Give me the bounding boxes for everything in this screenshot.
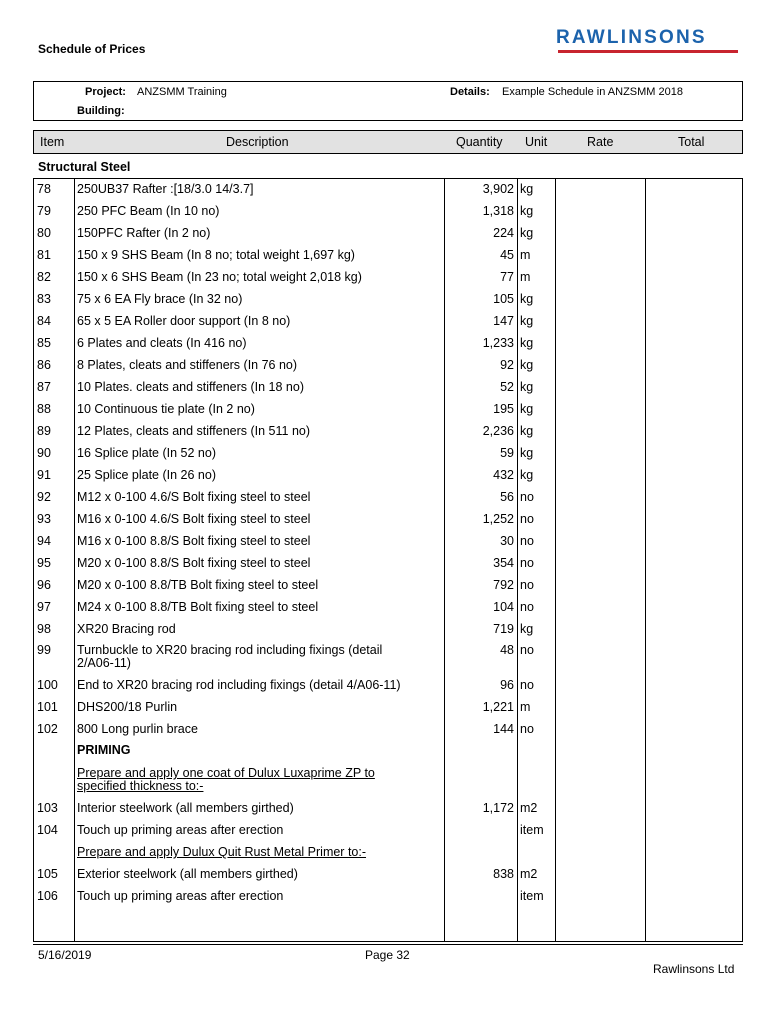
divider-quantity-unit xyxy=(517,179,518,941)
cell-quantity: 224 xyxy=(493,226,514,240)
cell-item: 99 xyxy=(37,643,51,657)
cell-description: 25 Splice plate (In 26 no) xyxy=(77,468,216,482)
cell-unit: m xyxy=(520,700,531,714)
cell-unit: m2 xyxy=(520,801,538,815)
cell-unit: kg xyxy=(520,622,534,636)
cell-description: 6 Plates and cleats (In 416 no) xyxy=(77,336,247,350)
cell-unit: kg xyxy=(520,402,534,416)
cell-item: 85 xyxy=(37,336,51,350)
cell-quantity: 1,221 xyxy=(482,700,514,714)
cell-description: 250 PFC Beam (In 10 no) xyxy=(77,204,220,218)
cell-quantity: 792 xyxy=(493,578,514,592)
cell-quantity: 3,902 xyxy=(482,182,514,196)
cell-item: 96 xyxy=(37,578,51,592)
cell-item: 104 xyxy=(37,823,58,837)
cell-description: XR20 Bracing rod xyxy=(77,622,176,636)
cell-item: 89 xyxy=(37,424,51,438)
cell-quantity: 1,318 xyxy=(482,204,514,218)
cell-unit: no xyxy=(520,600,534,614)
cell-description: M16 x 0-100 8.8/S Bolt fixing steel to steel xyxy=(77,534,311,548)
cell-item: 93 xyxy=(37,512,51,526)
cell-description: M24 x 0-100 8.8/TB Bolt fixing steel to steel xyxy=(77,600,319,614)
cell-quantity: 1,172 xyxy=(482,801,514,815)
cell-description: Turnbuckle to XR20 bracing rod including fixings (detail 2/A06-11) xyxy=(77,643,383,670)
cell-item: 98 xyxy=(37,622,51,636)
cell-description: 75 x 6 EA Fly brace (In 32 no) xyxy=(77,292,243,306)
cell-quantity: 719 xyxy=(493,622,514,636)
cell-quantity: 838 xyxy=(493,867,514,881)
cell-item: 95 xyxy=(37,556,51,570)
cell-description: 150 x 6 SHS Beam (In 23 no; total weight 2,018 kg) xyxy=(77,270,362,284)
cell-item: 106 xyxy=(37,889,58,903)
cell-unit: no xyxy=(520,678,534,692)
cell-quantity: 432 xyxy=(493,468,514,482)
cell-description: 800 Long purlin brace xyxy=(77,722,198,736)
cell-unit: kg xyxy=(520,380,534,394)
cell-unit: no xyxy=(520,512,534,526)
cell-unit: kg xyxy=(520,314,534,328)
cell-quantity: 147 xyxy=(493,314,514,328)
cell-unit: no xyxy=(520,722,534,736)
cell-quantity: 104 xyxy=(493,600,514,614)
cell-item: 86 xyxy=(37,358,51,372)
header-total: Total xyxy=(678,135,705,149)
cell-description: Prepare and apply one coat of Dulux Luxaprime ZP to specified thickness to:- xyxy=(77,766,375,793)
cell-unit: kg xyxy=(520,358,534,372)
cell-item: 84 xyxy=(37,314,51,328)
cell-unit: no xyxy=(520,643,534,657)
cell-unit: m2 xyxy=(520,867,538,881)
cell-item: 79 xyxy=(37,204,51,218)
cell-description: DHS200/18 Purlin xyxy=(77,700,178,714)
cell-description: 10 Plates. cleats and stiffeners (In 18 no) xyxy=(77,380,304,394)
logo-underline xyxy=(558,50,738,53)
cell-description: 65 x 5 EA Roller door support (In 8 no) xyxy=(77,314,291,328)
cell-unit: no xyxy=(520,556,534,570)
project-value: ANZSMM Training xyxy=(137,86,227,98)
cell-quantity: 1,252 xyxy=(482,512,514,526)
cell-quantity: 96 xyxy=(500,678,514,692)
cell-description: 8 Plates, cleats and stiffeners (In 76 no) xyxy=(77,358,298,372)
cell-description: Exterior steelwork (all members girthed) xyxy=(77,867,298,881)
cell-item: 94 xyxy=(37,534,51,548)
cell-description: Touch up priming areas after erection xyxy=(77,823,284,837)
cell-unit: no xyxy=(520,534,534,548)
cell-item: 83 xyxy=(37,292,51,306)
cell-unit: kg xyxy=(520,446,534,460)
cell-unit: kg xyxy=(520,226,534,240)
rawlinsons-logo: RAWLINSONS xyxy=(556,27,707,48)
cell-item: 103 xyxy=(37,801,58,815)
cell-description: 16 Splice plate (In 52 no) xyxy=(77,446,216,460)
cell-unit: kg xyxy=(520,424,534,438)
header-unit: Unit xyxy=(525,135,548,149)
cell-unit: item xyxy=(520,889,544,903)
cell-quantity: 195 xyxy=(493,402,514,416)
cell-quantity: 92 xyxy=(500,358,514,372)
cell-item: 91 xyxy=(37,468,51,482)
header-item: Item xyxy=(40,135,65,149)
cell-description: End to XR20 bracing rod including fixings (detail 4/A06-11) xyxy=(77,678,401,692)
footer-date: 5/16/2019 xyxy=(38,948,92,962)
section-title: Structural Steel xyxy=(38,160,131,174)
cell-item: 81 xyxy=(37,248,51,262)
cell-unit: kg xyxy=(520,182,534,196)
footer-page-number: Page 32 xyxy=(365,948,410,962)
document-title: Schedule of Prices xyxy=(38,42,146,56)
cell-item: 90 xyxy=(37,446,51,460)
divider-rate-total xyxy=(645,179,646,941)
cell-description: Touch up priming areas after erection xyxy=(77,889,284,903)
project-label: Project: xyxy=(85,86,126,98)
cell-quantity: 45 xyxy=(500,248,514,262)
building-label: Building: xyxy=(77,105,125,117)
cell-quantity: 144 xyxy=(493,722,514,736)
cell-quantity: 354 xyxy=(493,556,514,570)
details-label: Details: xyxy=(450,86,490,98)
cell-description: M16 x 0-100 4.6/S Bolt fixing steel to steel xyxy=(77,512,311,526)
cell-item: 101 xyxy=(37,700,58,714)
cell-quantity: 59 xyxy=(500,446,514,460)
cell-item: 87 xyxy=(37,380,51,394)
details-value: Example Schedule in ANZSMM 2018 xyxy=(502,86,683,98)
cell-description: M20 x 0-100 8.8/S Bolt fixing steel to steel xyxy=(77,556,311,570)
cell-unit: kg xyxy=(520,468,534,482)
header-rate: Rate xyxy=(587,135,614,149)
table-header xyxy=(33,130,743,154)
cell-item: 78 xyxy=(37,182,51,196)
cell-unit: m xyxy=(520,248,531,262)
cell-description: Interior steelwork (all members girthed) xyxy=(77,801,294,815)
cell-description: 12 Plates, cleats and stiffeners (In 511 no) xyxy=(77,424,311,438)
cell-description: 150PFC Rafter (In 2 no) xyxy=(77,226,211,240)
table-bottom-rule xyxy=(33,944,743,945)
cell-description: M12 x 0-100 4.6/S Bolt fixing steel to steel xyxy=(77,490,311,504)
cell-item: 92 xyxy=(37,490,51,504)
cell-item: 80 xyxy=(37,226,51,240)
cell-unit: item xyxy=(520,823,544,837)
cell-item: 88 xyxy=(37,402,51,416)
cell-quantity: 52 xyxy=(500,380,514,394)
cell-quantity: 30 xyxy=(500,534,514,548)
cell-unit: kg xyxy=(520,292,534,306)
cell-description: 150 x 9 SHS Beam (In 8 no; total weight 1,697 kg) xyxy=(77,248,355,262)
cell-quantity: 2,236 xyxy=(482,424,514,438)
cell-quantity: 56 xyxy=(500,490,514,504)
cell-unit: no xyxy=(520,490,534,504)
cell-item: 82 xyxy=(37,270,51,284)
cell-unit: m xyxy=(520,270,531,284)
cell-quantity: 1,233 xyxy=(482,336,514,350)
cell-unit: kg xyxy=(520,336,534,350)
footer-company: Rawlinsons Ltd xyxy=(653,962,735,976)
cell-description: M20 x 0-100 8.8/TB Bolt fixing steel to steel xyxy=(77,578,319,592)
cell-item: 97 xyxy=(37,600,51,614)
cell-quantity: 77 xyxy=(500,270,514,284)
cell-description: 10 Continuous tie plate (In 2 no) xyxy=(77,402,255,416)
cell-quantity: 105 xyxy=(493,292,514,306)
divider-item-description xyxy=(74,179,75,941)
cell-item: 100 xyxy=(37,678,58,692)
header-description: Description xyxy=(226,135,289,149)
cell-description: Prepare and apply Dulux Quit Rust Metal Primer to:- xyxy=(77,845,367,859)
cell-quantity: 48 xyxy=(500,643,514,657)
cell-unit: no xyxy=(520,578,534,592)
divider-unit-rate xyxy=(555,179,556,941)
header-quantity: Quantity xyxy=(456,135,503,149)
cell-unit: kg xyxy=(520,204,534,218)
cell-description: PRIMING xyxy=(77,743,131,757)
cell-item: 105 xyxy=(37,867,58,881)
cell-description: 250UB37 Rafter :[18/3.0 14/3.7] xyxy=(77,182,254,196)
cell-item: 102 xyxy=(37,722,58,736)
